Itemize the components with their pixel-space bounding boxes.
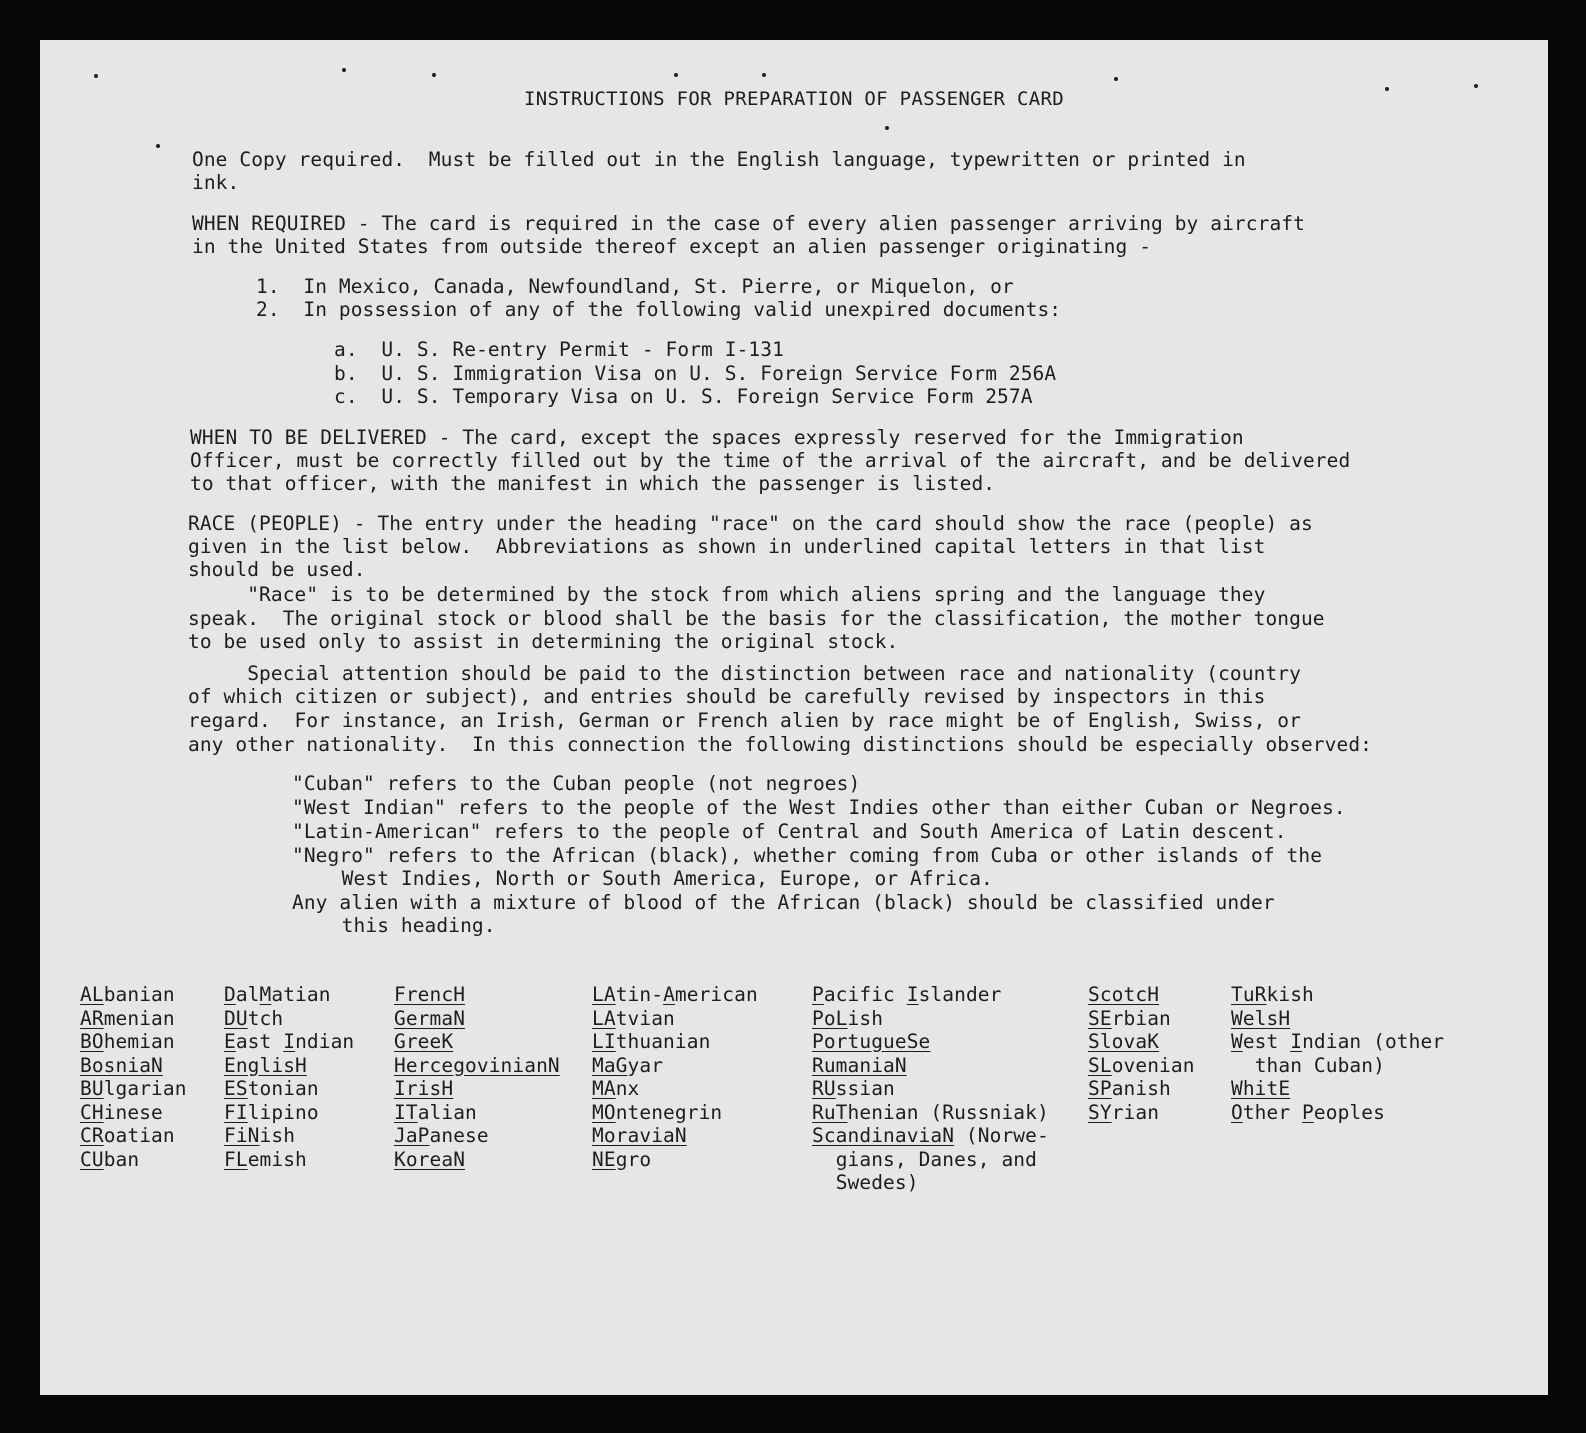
race-name-text: est (1242, 1030, 1291, 1053)
race-abbreviation: JaP (394, 1124, 430, 1147)
race-list-item (592, 1054, 663, 1077)
distinction-line: this heading. (318, 914, 496, 937)
distinction-line: "Cuban" refers to the Cuban people (not negroes) (292, 772, 861, 795)
race-list-item (224, 1007, 283, 1030)
race-list-item (1088, 983, 1159, 1006)
race-list-item (592, 1148, 651, 1171)
document-page (40, 40, 1548, 1395)
race-name-text: tvian (615, 1006, 675, 1030)
race-name-text: alian (417, 1100, 477, 1124)
race-abbreviation: ScotcH (1088, 983, 1160, 1006)
race-list-item (812, 1171, 919, 1194)
race-abbreviation: MO (592, 1100, 616, 1124)
when-delivered-line: to that officer, with the manifest in which the passenger is listed. (190, 472, 996, 495)
race-abbreviation: AL (80, 983, 104, 1006)
race-name-text (812, 1171, 836, 1194)
race-name-text: gro (615, 1147, 652, 1171)
race-abbreviation: AR (80, 1006, 104, 1030)
race-list-item (224, 1101, 319, 1124)
race-list-item (812, 983, 1001, 1006)
document-subitem: b. U. S. Immigration Visa on U. S. Foreign Service Form 256A (334, 362, 1057, 385)
when-delivered-line: WHEN TO BE DELIVERED - The card, except the spaces expressly reserved for the Immigration (190, 426, 1244, 449)
race-abbreviation: FiN (224, 1124, 260, 1147)
race-name-text: ban (103, 1147, 140, 1171)
intro-line: One Copy required. Must be filled out in the English language, typewritten or printed in (192, 148, 1246, 171)
race-list-item (812, 1124, 1049, 1147)
race-list-item (812, 1101, 1049, 1124)
race-line: to be used only to assist in determining the original stock. (188, 630, 899, 653)
race-name-text: ntenegrin (615, 1100, 723, 1124)
race-list-item (394, 1101, 477, 1124)
race-list-item (1231, 1030, 1444, 1053)
race-line: should be used. (188, 558, 366, 581)
scan-speck (1385, 87, 1389, 91)
race-name-text: banian (103, 983, 175, 1006)
race-list-item (812, 1148, 1037, 1171)
race-list-item (812, 1077, 895, 1100)
race-abbreviation: RU (812, 1077, 836, 1100)
race-abbreviation: FI (224, 1100, 248, 1124)
distinction-line: "West Indian" refers to the people of the West Indies other than either Cuban or Negroes. (292, 796, 1346, 819)
race-abbreviation: SE (1088, 1006, 1112, 1030)
race-name-text: tin- (615, 983, 664, 1006)
race-name-text: tch (247, 1006, 284, 1030)
race-list-item (224, 983, 331, 1006)
race-list-item (224, 1054, 307, 1077)
race-abbreviation: BU (80, 1077, 104, 1100)
race-name-text: hemian (103, 1030, 175, 1053)
race-name-text: ssian (835, 1077, 895, 1100)
race-abbreviation: GreeK (394, 1030, 454, 1053)
race-abbreviation: RuT (812, 1100, 848, 1124)
race-abbreviation: SY (1088, 1100, 1112, 1124)
race-abbreviation: IT (394, 1100, 418, 1124)
race-list-item (1231, 1007, 1290, 1030)
race-name-text: lgarian (103, 1077, 187, 1100)
race-abbreviation: CU (80, 1147, 104, 1171)
race-abbreviation: P (812, 983, 824, 1006)
race-abbreviation: E (224, 1030, 236, 1053)
scan-speck (432, 73, 436, 77)
race-abbreviation: D (224, 983, 236, 1006)
race-abbreviation: HercegovinianN (394, 1053, 560, 1077)
race-abbreviation: TuR (1231, 983, 1267, 1006)
race-line: RACE (PEOPLE) - The entry under the heading "race" on the card should show the race (people) as (188, 512, 1313, 535)
race-list-item (592, 1101, 722, 1124)
race-list-item (394, 1030, 453, 1053)
race-name-text: rian (1111, 1100, 1160, 1124)
race-abbreviation: LA (592, 1006, 616, 1030)
race-abbreviation: M (259, 983, 272, 1006)
race-list-item (1231, 1054, 1385, 1077)
race-line: of which citizen or subject), and entries should be carefully revised by inspectors in this (188, 685, 1266, 708)
race-list-item (394, 1054, 560, 1077)
race-list-item (80, 983, 175, 1006)
race-name-text: (Norwe- (954, 1124, 1049, 1147)
race-name-text: tonian (247, 1077, 319, 1100)
race-abbreviation: LI (592, 1030, 616, 1053)
race-abbreviation: DU (224, 1006, 248, 1030)
race-abbreviation: O (1231, 1100, 1243, 1124)
race-list-item (394, 983, 465, 1006)
race-name-text: rbian (1111, 1006, 1171, 1030)
scan-speck (674, 73, 678, 77)
race-name-text: gians, Danes, and (835, 1147, 1037, 1171)
race-list-item (1231, 983, 1314, 1006)
race-list-item (812, 1007, 883, 1030)
race-abbreviation: BO (80, 1030, 104, 1053)
race-abbreviation: A (663, 983, 675, 1006)
race-list-item (394, 1124, 489, 1147)
race-abbreviation: I (906, 983, 919, 1006)
race-abbreviation: CH (80, 1100, 104, 1124)
race-list-item (224, 1148, 307, 1171)
race-abbreviation: FL (224, 1147, 248, 1171)
race-name-text: oatian (103, 1124, 175, 1147)
scan-speck (762, 73, 766, 77)
race-list-item (592, 1124, 687, 1147)
race-line: speak. The original stock or blood shall be the basis for the classification, the mother tongue (188, 607, 1325, 630)
race-name-text: eoples (1313, 1100, 1385, 1124)
race-list-item (1088, 1007, 1171, 1030)
race-name-text: ndian (other (1302, 1030, 1445, 1053)
race-name-text: acific (823, 983, 907, 1006)
race-list-item (592, 1077, 639, 1100)
scan-speck (885, 126, 889, 130)
race-abbreviation: SlovaK (1088, 1030, 1160, 1053)
race-abbreviation: P (1302, 1100, 1314, 1124)
race-list-item (592, 1030, 710, 1053)
race-name-text: slander (918, 983, 1002, 1006)
race-name-text: anese (429, 1124, 489, 1147)
document-subitem: a. U. S. Re-entry Permit - Form I-131 (334, 338, 784, 361)
race-abbreviation: MoraviaN (592, 1124, 687, 1147)
race-abbreviation: WhitE (1231, 1077, 1291, 1100)
race-abbreviation: KoreaN (394, 1147, 466, 1171)
race-name-text: than Cuban) (1254, 1053, 1385, 1077)
race-list-item (80, 1101, 163, 1124)
race-line: Special attention should be paid to the distinction between race and nationality (country (188, 662, 1301, 685)
document-subitem: c. U. S. Temporary Visa on U. S. Foreign Service Form 257A (334, 385, 1033, 408)
race-list-item (1088, 1101, 1159, 1124)
race-name-text: anish (1111, 1077, 1171, 1100)
race-list-item (1088, 1030, 1159, 1053)
race-list-item (1231, 1077, 1290, 1100)
race-name-text: ovenian (1111, 1053, 1195, 1077)
race-name-text: Swedes) (835, 1171, 919, 1194)
race-name-text: yar (627, 1053, 664, 1077)
scan-speck (156, 144, 160, 148)
when-delivered-line: Officer, must be correctly filled out by the time of the arrival of the aircraft, and be delivered (190, 449, 1351, 472)
race-name-text: merican (674, 983, 758, 1006)
when-required-item: 1. In Mexico, Canada, Newfoundland, St. Pierre, or Miquelon, or (256, 275, 1014, 298)
race-list-item (224, 1124, 295, 1147)
race-abbreviation: I (283, 1030, 296, 1053)
race-abbreviation: FrencH (394, 983, 466, 1006)
race-abbreviation: MaG (592, 1053, 628, 1077)
distinction-line: West Indies, North or South America, Europe, or Africa. (318, 867, 993, 890)
race-name-text: emish (247, 1147, 307, 1171)
race-abbreviation: RumaniaN (812, 1053, 907, 1077)
distinction-line: "Negro" refers to the African (black), whether coming from Cuba or other islands of the (292, 844, 1323, 867)
race-abbreviation: PoL (812, 1006, 848, 1030)
race-list-item (592, 983, 758, 1006)
scan-speck (1474, 84, 1478, 88)
race-list-item (80, 1077, 187, 1100)
race-name-text: thuanian (615, 1030, 711, 1053)
race-name-text: henian (Russniak) (847, 1100, 1049, 1124)
race-name-text: ndian (295, 1030, 355, 1053)
race-abbreviation: ScandinaviaN (812, 1124, 955, 1147)
race-name-text: atian (271, 983, 331, 1006)
race-list-item (80, 1007, 175, 1030)
when-required-item: 2. In possession of any of the following valid unexpired documents: (256, 298, 1062, 321)
race-list-item (1231, 1101, 1385, 1124)
race-abbreviation: NE (592, 1147, 616, 1171)
when-required-line: WHEN REQUIRED - The card is required in the case of every alien passenger arriving by aircraft (192, 212, 1305, 235)
race-abbreviation: WelsH (1231, 1006, 1291, 1030)
race-abbreviation: SL (1088, 1053, 1112, 1077)
race-abbreviation: SP (1088, 1077, 1112, 1100)
when-required-line: in the United States from outside thereof except an alien passenger originating - (192, 235, 1152, 258)
race-abbreviation: IrisH (394, 1077, 454, 1100)
race-abbreviation: MA (592, 1077, 616, 1100)
race-list-item (592, 1007, 675, 1030)
race-name-text: nx (615, 1077, 640, 1100)
race-list-item (224, 1077, 319, 1100)
race-abbreviation: GermaN (394, 1006, 466, 1030)
race-list-item (394, 1077, 453, 1100)
race-abbreviation: ES (224, 1077, 248, 1100)
race-line: "Race" is to be determined by the stock from which aliens spring and the language they (188, 583, 1266, 606)
race-list-item (80, 1148, 139, 1171)
race-abbreviation: LA (592, 983, 616, 1006)
race-list-item (394, 1148, 465, 1171)
race-name-text (812, 1148, 836, 1171)
race-line: any other nationality. In this connection the following distinctions should be especially observed: (188, 733, 1372, 756)
race-name-text: ish (259, 1124, 296, 1147)
race-abbreviation: PortugueSe (812, 1030, 931, 1053)
race-name-text: menian (103, 1006, 175, 1030)
scan-speck (94, 74, 98, 78)
race-list-item (812, 1030, 930, 1053)
race-list-item (812, 1054, 907, 1077)
race-list-item (80, 1054, 163, 1077)
race-name-text (1231, 1054, 1255, 1077)
race-name-text: ther (1242, 1100, 1303, 1124)
race-abbreviation: W (1231, 1030, 1243, 1053)
race-name-text: inese (103, 1100, 163, 1124)
instructions-document (40, 40, 1548, 1395)
race-abbreviation: CR (80, 1124, 104, 1147)
race-name-text: ast (235, 1030, 284, 1053)
race-name-text: ish (847, 1006, 884, 1030)
race-abbreviation: BosniaN (80, 1053, 163, 1077)
race-abbreviation: I (1290, 1030, 1303, 1053)
race-list-item (80, 1124, 175, 1147)
race-list-item (394, 1007, 465, 1030)
intro-line: ink. (192, 171, 240, 194)
race-line: regard. For instance, an Irish, German or French alien by race might be of English, Swiss, or (188, 709, 1301, 732)
race-list-item (1088, 1077, 1171, 1100)
race-abbreviation: EnglisH (224, 1053, 307, 1077)
scan-speck (1114, 77, 1118, 81)
distinction-line: Any alien with a mixture of blood of the African (black) should be classified under (292, 891, 1275, 914)
race-list-item (1088, 1054, 1195, 1077)
distinction-line: "Latin-American" refers to the people of Central and South America of Latin descent. (292, 820, 1287, 843)
race-list-item (224, 1030, 354, 1053)
race-name-text: kish (1266, 983, 1314, 1006)
race-name-text: al (235, 983, 260, 1006)
race-list-item (80, 1030, 175, 1053)
race-name-text: lipino (247, 1100, 319, 1124)
document-title: INSTRUCTIONS FOR PREPARATION OF PASSENGER CARD (524, 88, 1064, 110)
race-line: given in the list below. Abbreviations as shown in underlined capital letters in that list (188, 535, 1266, 558)
scan-speck (342, 68, 346, 72)
